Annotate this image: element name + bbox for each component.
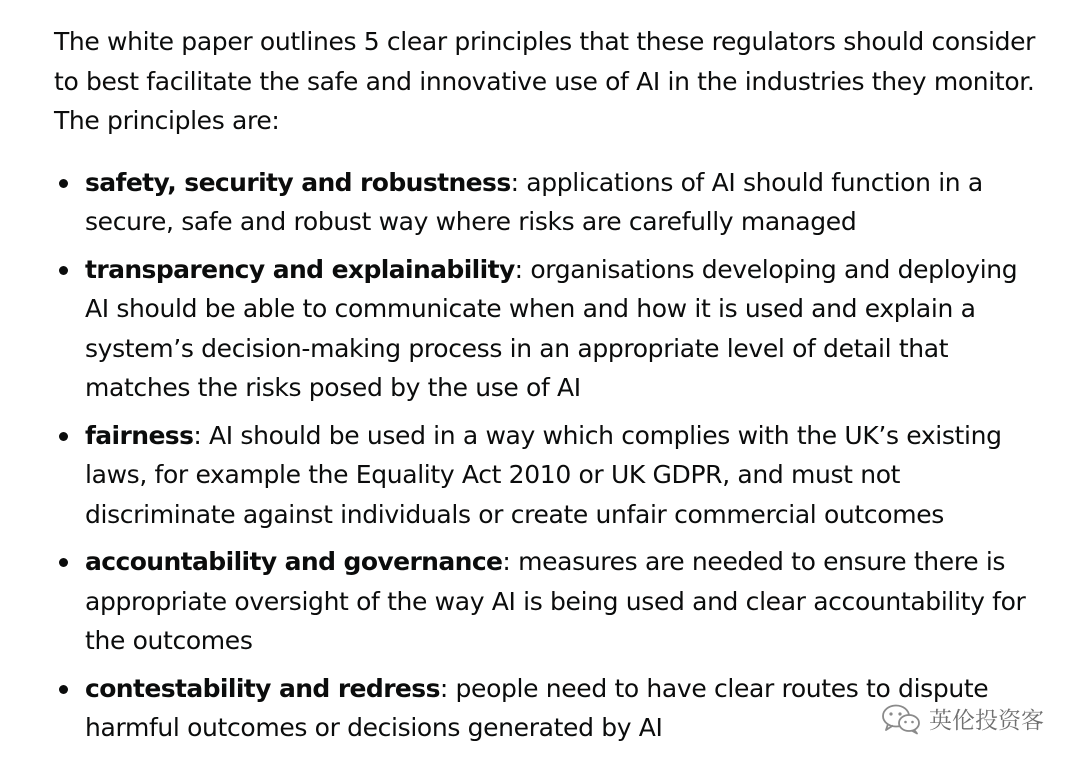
list-item bbox=[54, 250, 1044, 408]
bullet-icon bbox=[59, 685, 68, 694]
principle-term: contestability and redress bbox=[85, 673, 440, 703]
principle-term: fairness bbox=[85, 420, 194, 450]
intro-paragraph: The white paper outlines 5 clear principles that these regulators should consider to best facilitate the safe and innovative use of AI in the industries they monitor. The principles are: bbox=[54, 27, 1036, 135]
principle-description: : organisations developing and deploying AI should be able to communicate when and how it is used and explain a system’s decision-making process in an appropriate level of detail that matches the risks posed by the use of AI bbox=[85, 254, 1018, 402]
principle-description: : measures are needed to ensure there is appropriate oversight of the way AI is being used and clear accountability for the outcomes bbox=[85, 547, 1026, 655]
bullet-icon bbox=[59, 432, 68, 441]
watermark-text: 英伦投资客 bbox=[929, 708, 1044, 734]
principle-description: : people need to have clear routes to dispute harmful outcomes or decisions generated by AI bbox=[85, 673, 989, 742]
watermark bbox=[881, 702, 1044, 735]
principle-term: transparency and explainability bbox=[85, 254, 515, 284]
list-item bbox=[54, 163, 1044, 242]
principle-term: safety, security and robustness bbox=[85, 167, 511, 197]
list-item bbox=[54, 542, 1044, 661]
principle-term: accountability and governance bbox=[85, 547, 503, 576]
principle-description: : applications of AI should function in a secure, safe and robust way where risks are carefully managed bbox=[85, 167, 983, 236]
principle-description: : AI should be used in a way which complies with the UK’s existing laws, for example the Equality Act 2010 or UK GDPR, and must not discriminate against individuals or create unfair commercial outcomes bbox=[85, 420, 1002, 529]
principles-list bbox=[54, 163, 1044, 748]
article-content bbox=[54, 22, 1044, 756]
bullet-icon bbox=[59, 179, 68, 188]
bullet-icon bbox=[59, 558, 68, 567]
bullet-icon bbox=[59, 266, 68, 275]
list-item bbox=[54, 416, 1044, 535]
wechat-icon bbox=[881, 703, 921, 735]
